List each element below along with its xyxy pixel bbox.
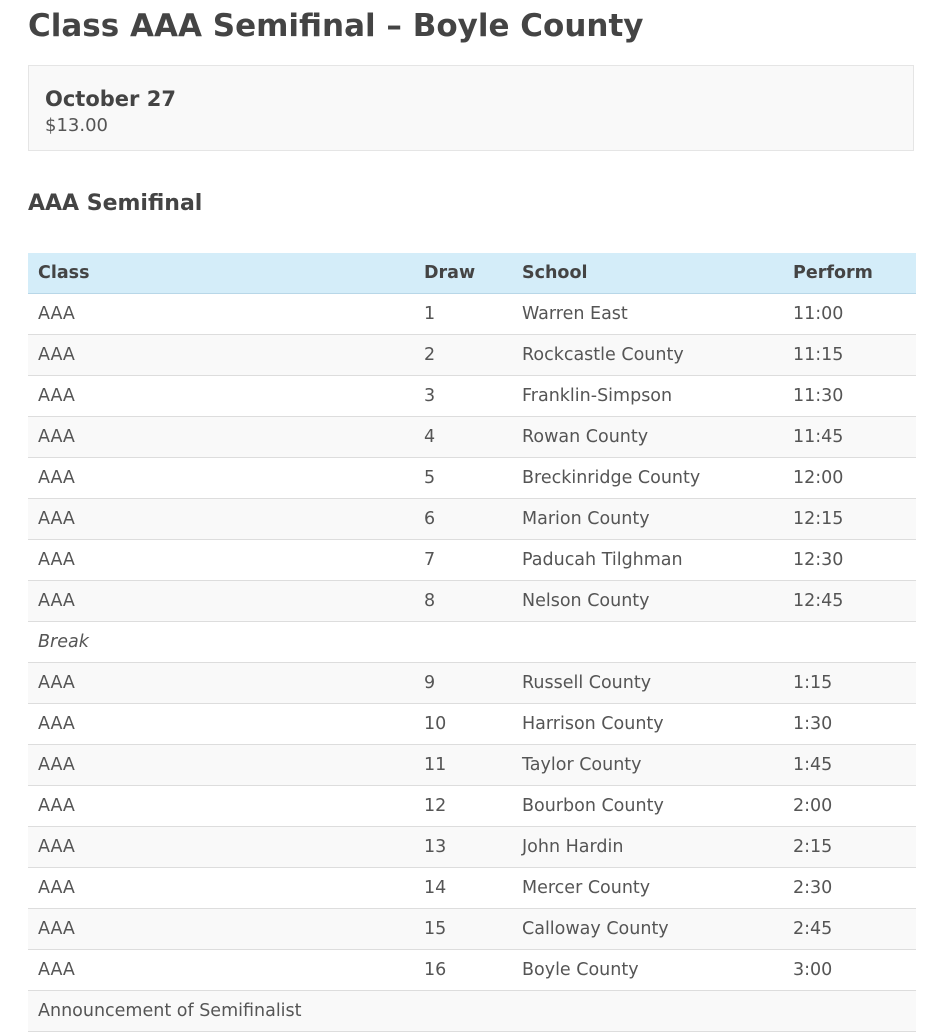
- cell-class: AAA: [28, 376, 414, 417]
- cell-draw: 13: [414, 827, 512, 868]
- event-info-box: [28, 65, 914, 151]
- table-row: [28, 499, 916, 540]
- section-heading: AAA Semifinal: [28, 191, 203, 216]
- table-row: [28, 950, 916, 991]
- cell-school: Bourbon County: [512, 786, 783, 827]
- cell-class: AAA: [28, 499, 414, 540]
- event-price: $13.00: [45, 115, 108, 136]
- cell-perform: 2:00: [783, 786, 916, 827]
- announcement-row: [28, 991, 916, 1032]
- cell-draw: 15: [414, 909, 512, 950]
- cell-perform: 12:15: [783, 499, 916, 540]
- table-row: [28, 581, 916, 622]
- cell-perform: 2:30: [783, 868, 916, 909]
- break-row: [28, 622, 916, 663]
- table-row: [28, 417, 916, 458]
- cell-draw: 7: [414, 540, 512, 581]
- cell-draw: 10: [414, 704, 512, 745]
- cell-draw: 5: [414, 458, 512, 499]
- column-header-draw: Draw: [414, 253, 512, 294]
- cell-class: AAA: [28, 909, 414, 950]
- cell-class: AAA: [28, 745, 414, 786]
- cell-draw: 9: [414, 663, 512, 704]
- table-row: [28, 663, 916, 704]
- cell-school: Rockcastle County: [512, 335, 783, 376]
- cell-class: AAA: [28, 581, 414, 622]
- cell-perform: 1:15: [783, 663, 916, 704]
- cell-perform: 3:00: [783, 950, 916, 991]
- cell-school: John Hardin: [512, 827, 783, 868]
- cell-school: Mercer County: [512, 868, 783, 909]
- table-row: [28, 294, 916, 335]
- cell-perform: 12:30: [783, 540, 916, 581]
- cell-school: Rowan County: [512, 417, 783, 458]
- event-date: October 27: [45, 87, 176, 111]
- table-row: [28, 868, 916, 909]
- table-row: [28, 540, 916, 581]
- cell-draw: 3: [414, 376, 512, 417]
- cell-class: AAA: [28, 868, 414, 909]
- table-row: [28, 827, 916, 868]
- table-row: [28, 909, 916, 950]
- cell-class: AAA: [28, 294, 414, 335]
- cell-class: AAA: [28, 335, 414, 376]
- page-title: Class AAA Semifinal – Boyle County: [28, 8, 644, 44]
- schedule-table: [28, 253, 916, 1032]
- schedule-body: [28, 294, 916, 1032]
- cell-draw: 11: [414, 745, 512, 786]
- cell-draw: 14: [414, 868, 512, 909]
- cell-class: AAA: [28, 540, 414, 581]
- table-row: [28, 786, 916, 827]
- cell-perform: 12:00: [783, 458, 916, 499]
- table-row: [28, 376, 916, 417]
- column-header-school: School: [512, 253, 783, 294]
- cell-draw: 4: [414, 417, 512, 458]
- cell-school: Calloway County: [512, 909, 783, 950]
- cell-perform: 1:30: [783, 704, 916, 745]
- cell-school: Warren East: [512, 294, 783, 335]
- table-header-row: [28, 253, 916, 294]
- cell-school: Taylor County: [512, 745, 783, 786]
- cell-school: Harrison County: [512, 704, 783, 745]
- cell-school: Russell County: [512, 663, 783, 704]
- cell-perform: 1:45: [783, 745, 916, 786]
- announcement-label: Announcement of Semifinalist: [28, 991, 916, 1032]
- cell-class: AAA: [28, 827, 414, 868]
- column-header-class: Class: [28, 253, 414, 294]
- cell-class: AAA: [28, 663, 414, 704]
- cell-perform: 2:15: [783, 827, 916, 868]
- cell-perform: 12:45: [783, 581, 916, 622]
- table-row: [28, 704, 916, 745]
- cell-perform: 11:15: [783, 335, 916, 376]
- cell-draw: 1: [414, 294, 512, 335]
- cell-class: AAA: [28, 458, 414, 499]
- cell-draw: 2: [414, 335, 512, 376]
- cell-school: Franklin-Simpson: [512, 376, 783, 417]
- column-header-perform: Perform: [783, 253, 916, 294]
- table-row: [28, 458, 916, 499]
- cell-class: AAA: [28, 417, 414, 458]
- cell-school: Breckinridge County: [512, 458, 783, 499]
- cell-draw: 6: [414, 499, 512, 540]
- break-label: Break: [28, 622, 916, 663]
- cell-class: AAA: [28, 950, 414, 991]
- cell-perform: 11:30: [783, 376, 916, 417]
- cell-school: Nelson County: [512, 581, 783, 622]
- cell-class: AAA: [28, 786, 414, 827]
- cell-perform: 2:45: [783, 909, 916, 950]
- cell-perform: 11:45: [783, 417, 916, 458]
- cell-draw: 8: [414, 581, 512, 622]
- cell-perform: 11:00: [783, 294, 916, 335]
- table-row: [28, 335, 916, 376]
- cell-draw: 16: [414, 950, 512, 991]
- table-row: [28, 745, 916, 786]
- cell-school: Boyle County: [512, 950, 783, 991]
- cell-class: AAA: [28, 704, 414, 745]
- cell-school: Paducah Tilghman: [512, 540, 783, 581]
- cell-draw: 12: [414, 786, 512, 827]
- cell-school: Marion County: [512, 499, 783, 540]
